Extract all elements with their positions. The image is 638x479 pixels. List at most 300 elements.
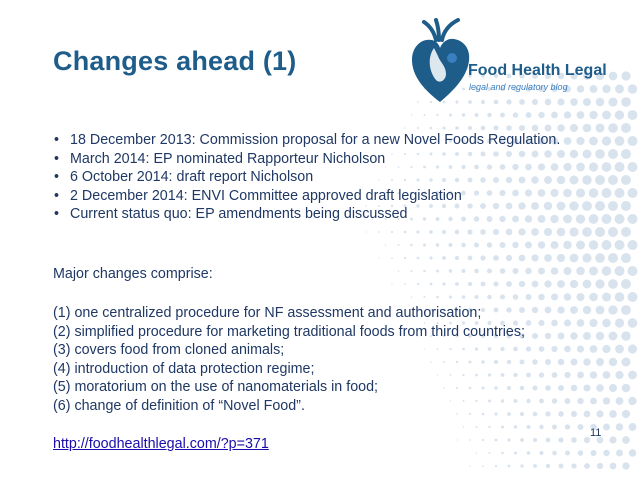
logo-name: Food Health Legal xyxy=(468,62,607,79)
decorative-dot xyxy=(577,372,584,379)
decorative-dot xyxy=(628,318,638,328)
decorative-dot xyxy=(495,465,497,467)
decorative-dot xyxy=(538,320,544,326)
decorative-dot xyxy=(525,242,532,249)
decorative-dot xyxy=(582,201,592,211)
decorative-dot xyxy=(621,305,631,315)
decorative-dot xyxy=(501,452,504,455)
decorative-dot xyxy=(564,319,571,326)
decorative-dot xyxy=(629,449,637,457)
decorative-dot xyxy=(621,175,631,185)
decorative-dot xyxy=(501,426,504,429)
decorative-dot xyxy=(525,294,531,300)
decorative-dot xyxy=(615,345,624,354)
decorative-dot xyxy=(532,307,538,313)
decorative-dot xyxy=(615,266,625,276)
decorative-dot xyxy=(442,230,446,234)
decorative-dot xyxy=(411,114,412,115)
decorative-dot xyxy=(481,126,486,131)
decorative-dot xyxy=(493,281,498,286)
decorative-dot xyxy=(590,345,598,353)
decorative-dot xyxy=(615,162,625,172)
decorative-dot xyxy=(552,425,557,430)
decorative-dot xyxy=(455,282,459,286)
decorative-dot xyxy=(628,344,637,353)
decorative-dot xyxy=(467,229,472,234)
decorative-dot xyxy=(628,397,636,405)
decorative-dot xyxy=(404,257,406,259)
decorative-dot xyxy=(602,214,612,224)
decorative-dot xyxy=(423,296,425,298)
decorative-dot xyxy=(416,230,419,233)
decorative-dot xyxy=(608,253,618,263)
decorative-dot xyxy=(482,465,484,467)
decorative-dot xyxy=(527,425,531,429)
decorative-dot xyxy=(469,465,470,466)
change-item: (1) one centralized procedure for NF assessment and authorisation; xyxy=(53,305,482,321)
change-item: (2) simplified procedure for marketing traditional foods from third countries; xyxy=(53,323,525,340)
decorative-dot xyxy=(519,255,526,262)
decorative-dot xyxy=(571,463,576,468)
decorative-dot xyxy=(589,162,598,171)
decorative-dot xyxy=(596,332,604,340)
decorative-dot xyxy=(596,306,605,315)
bullet-text: March 2014: EP nominated Rapporteur Nicholson xyxy=(70,150,386,167)
decorative-dot xyxy=(410,270,412,272)
decorative-dot xyxy=(621,149,631,159)
decorative-dot xyxy=(570,254,579,263)
decorative-dot xyxy=(391,231,393,233)
decorative-dot xyxy=(565,398,571,404)
decorative-dot xyxy=(513,294,519,300)
decorative-dot xyxy=(532,359,538,365)
decorative-dot xyxy=(621,227,631,237)
decorative-dot xyxy=(538,112,544,118)
decorative-dot xyxy=(423,270,426,273)
bullet-text: 18 December 2013: Commission proposal for a new Novel Foods Regulation. xyxy=(70,132,561,148)
decorative-dot xyxy=(417,283,419,285)
decorative-dot xyxy=(532,385,537,390)
decorative-dot xyxy=(551,241,559,249)
decorative-dot xyxy=(621,331,630,340)
decorative-dot xyxy=(576,214,585,223)
decorative-dot xyxy=(589,293,598,302)
decorative-dot xyxy=(544,254,552,262)
decorative-dot xyxy=(584,463,590,469)
decorative-dot xyxy=(577,319,585,327)
decorative-dot xyxy=(583,150,592,159)
decorative-dot xyxy=(628,110,638,120)
bullet-item xyxy=(53,168,573,187)
decorative-dot xyxy=(628,136,638,146)
decorative-dot xyxy=(590,398,597,405)
bullet-item xyxy=(53,150,573,169)
decorative-dot xyxy=(603,397,610,404)
decorative-dot xyxy=(514,425,517,428)
decorative-dot xyxy=(512,268,518,274)
decorative-dot xyxy=(602,266,612,276)
decorative-dot xyxy=(539,425,543,429)
decorative-dot xyxy=(628,240,638,250)
decorative-dot xyxy=(571,437,577,443)
decorative-dot xyxy=(570,358,577,365)
decorative-dot xyxy=(468,256,473,261)
decorative-dot xyxy=(436,269,439,272)
decorative-dot xyxy=(628,162,638,172)
decorative-dot xyxy=(417,257,420,260)
decorative-dot xyxy=(602,345,610,353)
decorative-dot xyxy=(564,346,571,353)
decorative-dot xyxy=(487,295,492,300)
decorative-dot xyxy=(518,228,525,235)
decorative-dot xyxy=(577,398,583,404)
decorative-dot xyxy=(551,293,558,300)
decorative-dot xyxy=(576,163,585,172)
bullet-list xyxy=(53,131,573,224)
decorative-dot xyxy=(429,256,432,259)
decorative-dot xyxy=(578,450,584,456)
decorative-dot xyxy=(461,269,465,273)
decorative-dot xyxy=(583,280,592,289)
decorative-dot xyxy=(456,439,457,440)
decorative-dot xyxy=(589,188,599,198)
decorative-dot xyxy=(622,436,630,444)
change-item: (6) change of definition of “Novel Food”. xyxy=(53,397,305,414)
decorative-dot xyxy=(589,267,598,276)
decorative-dot xyxy=(565,450,570,455)
decorative-dot xyxy=(621,279,631,289)
decorative-dot xyxy=(608,279,618,289)
decorative-dot xyxy=(532,333,538,339)
decorative-dot xyxy=(603,450,610,457)
decorative-dot xyxy=(539,451,543,455)
decorative-dot xyxy=(378,231,380,233)
change-item: (5) moratorium on the use of nanomaterials in food; xyxy=(53,379,379,396)
decorative-dot xyxy=(622,358,631,367)
decorative-dot xyxy=(442,126,445,129)
decorative-dot xyxy=(527,451,531,455)
decorative-dot xyxy=(487,113,491,117)
bullet-text: Current status quo: EP amendments being discussed xyxy=(70,206,408,223)
decorative-dot xyxy=(589,240,598,249)
decorative-dot xyxy=(589,319,597,327)
decorative-dot xyxy=(621,201,631,211)
decorative-dot xyxy=(365,231,366,232)
decorative-dot xyxy=(558,385,564,391)
decorative-dot xyxy=(558,437,563,442)
decorative-dot xyxy=(378,257,379,258)
decorative-dot xyxy=(552,372,558,378)
decorative-dot xyxy=(514,451,517,454)
decorative-dot xyxy=(564,372,570,378)
decorative-dot xyxy=(539,399,544,404)
decorative-dot xyxy=(455,256,459,260)
decorative-dot xyxy=(570,306,578,314)
decorative-dot xyxy=(595,123,604,132)
decorative-dot xyxy=(482,439,484,441)
decorative-dot xyxy=(449,269,453,273)
decorative-dot xyxy=(609,410,617,418)
decorative-dot xyxy=(544,228,552,236)
decorative-dot xyxy=(462,295,466,299)
decorative-dot xyxy=(597,463,603,469)
decorative-dot xyxy=(589,137,598,146)
decorative-dot xyxy=(538,267,545,274)
source-link[interactable]: http://foodhealthlegal.com/?p=371 xyxy=(53,436,269,452)
decorative-dot xyxy=(520,464,523,467)
decorative-dot xyxy=(602,240,612,250)
decorative-dot xyxy=(589,214,599,224)
decorative-dot xyxy=(449,295,452,298)
decorative-dot xyxy=(487,268,492,273)
logo xyxy=(406,18,631,108)
decorative-dot xyxy=(417,127,419,129)
decorative-dot xyxy=(571,411,577,417)
decorative-dot xyxy=(558,333,565,340)
decorative-dot xyxy=(404,127,406,129)
bullet-dot: • xyxy=(54,206,60,223)
decorative-dot xyxy=(404,283,406,285)
decorative-dot xyxy=(430,283,433,286)
decorative-dot xyxy=(493,255,499,261)
decorative-dot xyxy=(569,227,578,236)
decorative-dot xyxy=(526,373,531,378)
slide-title: Changes ahead (1) xyxy=(53,46,297,76)
decorative-dot xyxy=(621,123,631,133)
decorative-dot xyxy=(461,243,465,247)
decorative-dot xyxy=(411,296,413,298)
decorative-dot xyxy=(583,332,591,340)
decorative-dot xyxy=(628,188,638,198)
decorative-dot xyxy=(449,243,453,247)
decorative-dot xyxy=(436,114,438,116)
decorative-dot xyxy=(545,411,550,416)
decorative-dot xyxy=(615,188,625,198)
decorative-dot xyxy=(608,201,618,211)
decorative-dot xyxy=(576,241,585,250)
decorative-dot xyxy=(546,464,550,468)
decorative-dot xyxy=(602,319,611,328)
decorative-dot xyxy=(595,175,605,185)
decorative-dot xyxy=(563,241,571,249)
decorative-dot xyxy=(615,292,625,302)
decorative-dot xyxy=(628,292,638,302)
decorative-dot xyxy=(398,244,400,246)
decorative-dot xyxy=(551,267,559,275)
decorative-dot xyxy=(436,243,439,246)
decorative-dot xyxy=(546,438,551,443)
decorative-dot xyxy=(582,253,591,262)
decorative-dot xyxy=(564,267,572,275)
decorative-dot xyxy=(429,230,433,234)
decorative-dot xyxy=(398,270,400,272)
decorative-dot xyxy=(577,111,585,119)
decorative-dot xyxy=(602,188,612,198)
decorative-dot xyxy=(564,111,571,118)
decorative-dot xyxy=(622,410,630,418)
decorative-dot xyxy=(430,127,433,130)
decorative-dot xyxy=(391,257,393,259)
decorative-dot xyxy=(622,384,631,393)
decorative-dot xyxy=(508,465,511,468)
decorative-dot xyxy=(545,307,552,314)
decorative-dot xyxy=(385,244,386,245)
decorative-dot xyxy=(474,295,478,299)
decorative-dot xyxy=(582,175,591,184)
decorative-dot xyxy=(545,333,551,339)
decorative-dot xyxy=(532,281,539,288)
decorative-dot xyxy=(558,359,565,366)
decorative-dot xyxy=(526,346,531,351)
decorative-dot xyxy=(583,384,590,391)
decorative-dot xyxy=(570,280,578,288)
decorative-dot xyxy=(544,280,551,287)
change-item: (4) introduction of data protection regime; xyxy=(53,360,315,377)
decorative-dot xyxy=(595,201,605,211)
decorative-dot xyxy=(596,410,603,417)
decorative-dot xyxy=(576,267,585,276)
decorative-dot xyxy=(608,175,618,185)
decorative-dot xyxy=(519,281,525,287)
decorative-dot xyxy=(576,188,585,197)
decorative-dot xyxy=(488,452,490,454)
decorative-dot xyxy=(616,397,624,405)
decorative-dot xyxy=(595,149,604,158)
decorative-dot xyxy=(442,256,446,260)
bullet-dot: • xyxy=(54,150,60,167)
decorative-dot xyxy=(583,306,591,314)
decorative-dot xyxy=(609,436,616,443)
decorative-dot xyxy=(557,254,565,262)
decorative-dot xyxy=(582,227,592,237)
decorative-dot xyxy=(610,463,617,470)
decorative-dot xyxy=(621,253,631,263)
decorative-dot xyxy=(468,126,472,130)
decorative-dot xyxy=(609,358,618,367)
heart-logo-icon xyxy=(406,18,476,108)
decorative-dot xyxy=(500,268,506,274)
decorative-dot xyxy=(468,282,472,286)
bullet-text: 6 October 2014: draft report Nicholson xyxy=(70,169,314,186)
decorative-dot xyxy=(533,438,537,442)
decorative-dot xyxy=(436,296,439,299)
decorative-dot xyxy=(615,214,625,224)
decorative-dot xyxy=(615,371,623,379)
decorative-dot xyxy=(391,283,392,284)
decorative-dot xyxy=(512,242,518,248)
decorative-dot xyxy=(469,439,471,441)
decorative-dot xyxy=(533,464,537,468)
decorative-dot xyxy=(500,242,506,248)
decorative-dot xyxy=(595,253,605,263)
decorative-dot xyxy=(410,244,412,246)
decorative-dot xyxy=(615,240,625,250)
decorative-dot xyxy=(564,293,572,301)
decorative-dot xyxy=(596,358,604,366)
decorative-dot xyxy=(526,399,530,403)
decorative-dot xyxy=(602,136,611,145)
decorative-dot xyxy=(506,255,512,261)
decorative-dot xyxy=(557,280,565,288)
decorative-dot xyxy=(583,124,592,133)
decorative-dot xyxy=(487,242,492,247)
decorative-dot xyxy=(493,229,499,235)
decorative-dot xyxy=(603,424,610,431)
decorative-dot xyxy=(616,450,623,457)
decorative-dot xyxy=(551,346,557,352)
decorative-dot xyxy=(557,306,564,313)
decorative-dot xyxy=(500,294,505,299)
decorative-dot xyxy=(557,228,566,237)
decorative-dot xyxy=(500,113,505,118)
decorative-dot xyxy=(507,438,510,441)
decorative-dot xyxy=(629,423,637,431)
decorative-dot xyxy=(608,123,618,133)
decorative-dot xyxy=(615,136,625,146)
decorative-dot xyxy=(584,411,591,418)
decorative-dot xyxy=(570,332,577,339)
decorative-dot xyxy=(538,294,545,301)
change-item: (3) covers food from cloned animals; xyxy=(53,342,285,359)
decorative-dot xyxy=(480,255,485,260)
decorative-dot xyxy=(622,462,629,469)
decorative-dot xyxy=(552,451,557,456)
decorative-dot xyxy=(616,423,623,430)
decorative-dot xyxy=(608,305,617,314)
page-number: 11 xyxy=(590,427,602,439)
decorative-dot xyxy=(520,438,524,442)
decorative-dot xyxy=(480,229,486,235)
decorative-dot xyxy=(488,426,490,428)
decorative-dot xyxy=(559,464,564,469)
decorative-dot xyxy=(424,114,426,116)
decorative-dot xyxy=(576,293,584,301)
decorative-dot xyxy=(495,439,498,442)
decorative-dot xyxy=(476,426,478,428)
bullet-item xyxy=(53,131,573,150)
decorative-dot xyxy=(545,385,551,391)
decorative-dot xyxy=(552,398,557,403)
decorative-dot xyxy=(526,320,532,326)
decorative-dot xyxy=(462,113,465,116)
decorative-dot xyxy=(615,110,624,119)
decorative-dot xyxy=(609,384,617,392)
decorative-dot xyxy=(589,111,597,119)
decorative-dot xyxy=(506,229,513,236)
decorative-dot xyxy=(608,149,618,159)
decorative-dot xyxy=(628,214,638,224)
decorative-dot xyxy=(603,371,611,379)
decorative-dot xyxy=(602,162,612,172)
decorative-dot xyxy=(404,231,407,234)
decorative-dot xyxy=(506,281,512,287)
decorative-dot xyxy=(474,269,479,274)
decorative-dot xyxy=(474,243,479,248)
decorative-dot xyxy=(596,384,604,392)
bullet-text: 2 December 2014: ENVI Committee approved draft legislation xyxy=(70,187,462,204)
decorative-dot xyxy=(578,424,584,430)
decorative-dot xyxy=(590,371,597,378)
logo-tagline: legal and regulatory blog xyxy=(469,82,568,92)
decorative-dot xyxy=(615,318,624,327)
decorative-dot xyxy=(475,113,479,117)
decorative-dot xyxy=(558,411,564,417)
decorative-dot xyxy=(628,266,638,276)
decorative-dot xyxy=(493,125,498,130)
bullet-item xyxy=(53,205,573,224)
decorative-dot xyxy=(449,114,452,117)
decorative-dot xyxy=(590,450,596,456)
